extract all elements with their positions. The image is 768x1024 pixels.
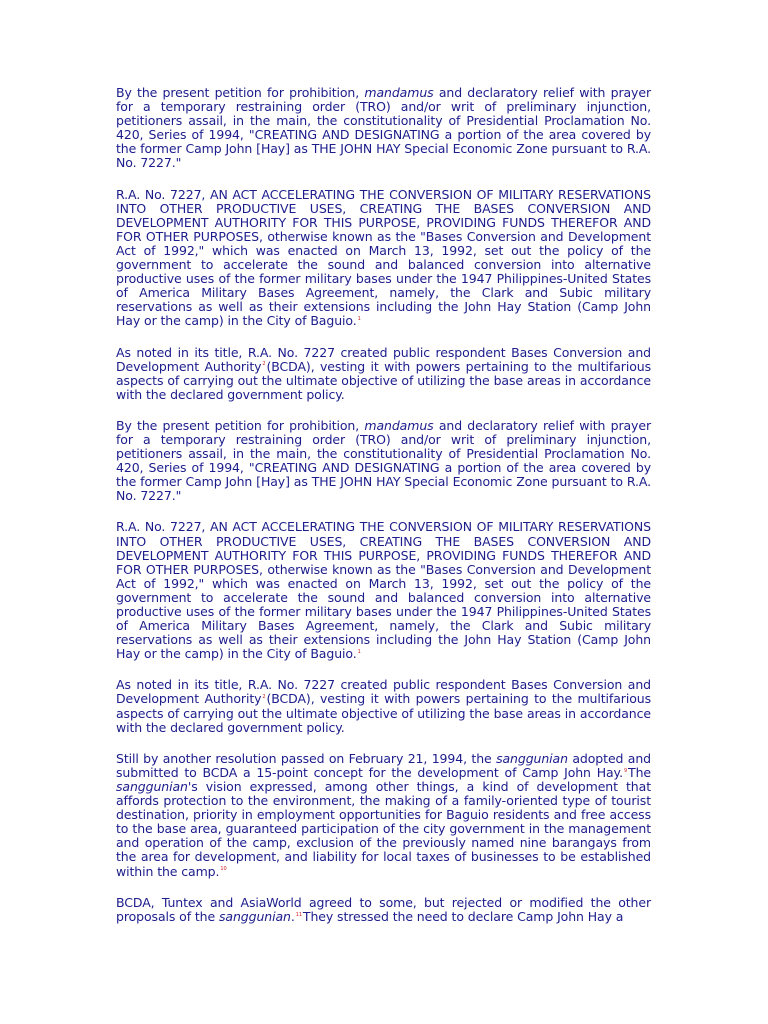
- footnote-ref[interactable]: 1: [357, 316, 361, 323]
- paragraph-text: R.A. No. 7227, AN ACT ACCELERATING THE CONVERSION OF MILITARY RESERVATIONS INTO OTHER PRODUCTIVE USES, CREATING THE BASES CONVERSION AND DEVELOPMENT AUTHORITY FOR THIS PURPOSE, PROVIDING FUNDS THEREFOR AND FOR OTHER PURPOSES, otherwise known as the "Bases Conversion and Development Act of 1992," which was enacted on March 13, 1992, set out the policy of the government to accelerate the sound and balanced conversion into alternative productive uses of the former military bases under the 1947 Philippines-United States of America Military Bases Agreement, namely, the Clark and Subic military reservations as well as their extensions including the John Hay Station (Camp John Hay or the camp) in the City of Baguio.: [116, 186, 651, 329]
- footnote-ref[interactable]: 11: [295, 911, 302, 918]
- footnote-ref[interactable]: 2: [262, 694, 266, 701]
- italic-text: mandamus: [364, 85, 434, 100]
- italic-text: sanggunian: [116, 778, 188, 794]
- italic-text: sanggunian: [218, 908, 291, 924]
- paragraph-text: They stressed the need to declare Camp John Hay a: [302, 908, 624, 924]
- paragraph: [116, 896, 651, 924]
- paragraph-text: .: [290, 908, 295, 924]
- paragraph-text: adopted and submitted to BCDA a 15-point concept for the development of Camp John Hay.: [116, 750, 652, 780]
- paragraph: [116, 520, 651, 661]
- paragraph-text: Still by another resolution passed on February 21, 1994, the: [116, 750, 497, 766]
- paragraph-text: 's vision expressed, among other things, a kind of development that affords protection to the environment, the making of a family-oriented type of tourist destination, priority in employment opportunities for Baguio residents and free access to the base area, guaranteed participation of the city government in the management and operation of the camp, exclusion of the previously named nine barangays from the area for development, and liability for local taxes of businesses to be established within the camp.: [116, 778, 651, 879]
- paragraph: [116, 752, 651, 879]
- footnote-ref[interactable]: 2: [262, 361, 266, 368]
- paragraph-text: BCDA, Tuntex and AsiaWorld agreed to some, but rejected or modified the other proposals of the: [116, 894, 651, 924]
- footnote-ref[interactable]: 10: [220, 866, 227, 873]
- paragraph: [116, 678, 651, 734]
- paragraph-text: As noted in its title, R.A. No. 7227 created public respondent Bases Conversion and Development Authority: [116, 677, 651, 707]
- paragraph-text: R.A. No. 7227, AN ACT ACCELERATING THE CONVERSION OF MILITARY RESERVATIONS INTO OTHER PRODUCTIVE USES, CREATING THE BASES CONVERSION AND DEVELOPMENT AUTHORITY FOR THIS PURPOSE, PROVIDING FUNDS THEREFOR AND FOR OTHER PURPOSES, otherwise known as the "Bases Conversion and Development Act of 1992," which was enacted on March 13, 1992, set out the policy of the government to accelerate the sound and balanced conversion into alternative productive uses of the former military bases under the 1947 Philippines-United States of America Military Bases Agreement, namely, the Clark and Subic military reservations as well as their extensions including the John Hay Station (Camp John Hay or the camp) in the City of Baguio.: [116, 519, 651, 662]
- paragraph-text: By the present petition for prohibition,: [116, 417, 365, 433]
- document-page: [116, 86, 651, 941]
- footnote-ref[interactable]: 9: [623, 767, 628, 774]
- italic-text: sanggunian: [496, 750, 568, 766]
- italic-text: mandamus: [364, 417, 434, 433]
- paragraph-text: and declaratory relief with prayer for a temporary restraining order (TRO) and/or writ of preliminary injunction, petitioners assail, in the main, the constitutionality of Presidential Proclamation No. 420, Series of 1994, "CREATING AND DESIGNATING a portion of the area covered by the former Camp John [Hay] as THE JOHN HAY Special Economic Zone pursuant to R.A. No. 7227.": [116, 85, 651, 171]
- paragraph: [116, 188, 651, 329]
- paragraph-text: As noted in its title, R.A. No. 7227 created public respondent Bases Conversion and Development Authority: [116, 344, 651, 374]
- paragraph-text: By the present petition for prohibition,: [116, 85, 365, 100]
- paragraph: [116, 419, 651, 504]
- paragraph-text: (BCDA), vesting it with powers pertaining to the multifarious aspects of carrying out the ultimate objective of utilizing the base areas in accordance with the declared government policy.: [116, 358, 651, 402]
- paragraph-text: The: [628, 764, 651, 780]
- paragraph: [116, 86, 651, 171]
- footnote-ref[interactable]: 1: [357, 649, 361, 656]
- paragraph-text: (BCDA), vesting it with powers pertaining to the multifarious aspects of carrying out the ultimate objective of utilizing the base areas in accordance with the declared government policy.: [116, 691, 651, 735]
- paragraph: [116, 346, 651, 402]
- paragraph-text: and declaratory relief with prayer for a temporary restraining order (TRO) and/or writ of preliminary injunction, petitioners assail, in the main, the constitutionality of Presidential Proclamation No. 420, Series of 1994, "CREATING AND DESIGNATING a portion of the area covered by the former Camp John [Hay] as THE JOHN HAY Special Economic Zone pursuant to R.A. No. 7227.": [116, 417, 651, 504]
